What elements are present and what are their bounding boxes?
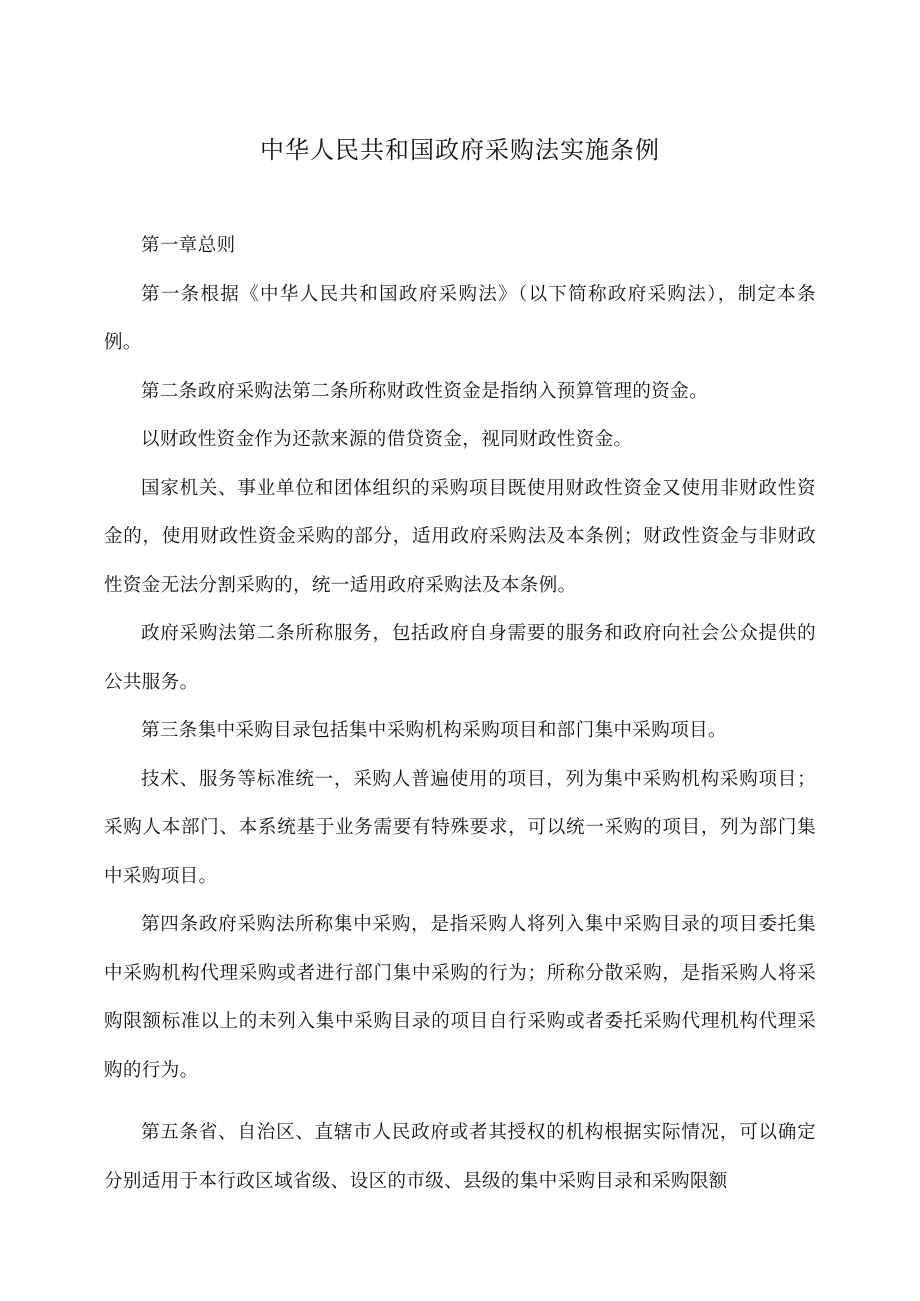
- chapter-heading: 第一章总则: [141, 235, 236, 256]
- paragraph-article-1: 第一条根据《中华人民共和国政府采购法》（以下简称政府采购法），制定本条例。: [104, 283, 816, 353]
- paragraph-article-2-services: 政府采购法第二条所称服务，包括政府自身需要的服务和政府向社会公众提供的公共服务。: [104, 623, 816, 693]
- document-title: 中华人民共和国政府采购法实施条例: [260, 136, 660, 164]
- paragraph-article-2: 第二条政府采购法第二条所称财政性资金是指纳入预算管理的资金。: [141, 380, 709, 402]
- document-body: [104, 222, 816, 1206]
- paragraph-article-4: 第四条政府采购法所称集中采购，是指采购人将列入集中采购目录的项目委托集中采购机构代理采购或者进行部门集中采购的行为；所称分散采购，是指采购人将采购限额标准以上的未列入集中采购目录的项目自行采购或者委托采购代理机构代理采购的行为。: [104, 914, 816, 1081]
- paragraph-article-3-detail: 技术、服务等标准统一，采购人普遍使用的项目，列为集中采购机构采购项目；采购人本部门、本系统基于业务需要有特殊要求，可以统一采购的项目，列为部门集中采购项目。: [104, 768, 816, 887]
- paragraph-article-2-mixed: 国家机关、事业单位和团体组织的采购项目既使用财政性资金又使用非财政性资金的，使用财政性资金采购的部分，适用政府采购法及本条例；财政性资金与非财政性资金无法分割采购的，统一适用政府采购法及本条例。: [104, 477, 816, 596]
- paragraph-article-2-loan: 以财政性资金作为还款来源的借贷资金，视同财政性资金。: [141, 429, 633, 450]
- paragraph-article-3: 第三条集中采购目录包括集中采购机构采购项目和部门集中采购项目。: [141, 720, 727, 741]
- paragraph-article-5: 第五条省、自治区、直辖市人民政府或者其授权的机构根据实际情况，可以确定分别适用于本行政区域省级、设区的市级、县级的集中采购目录和采购限额: [104, 1122, 816, 1192]
